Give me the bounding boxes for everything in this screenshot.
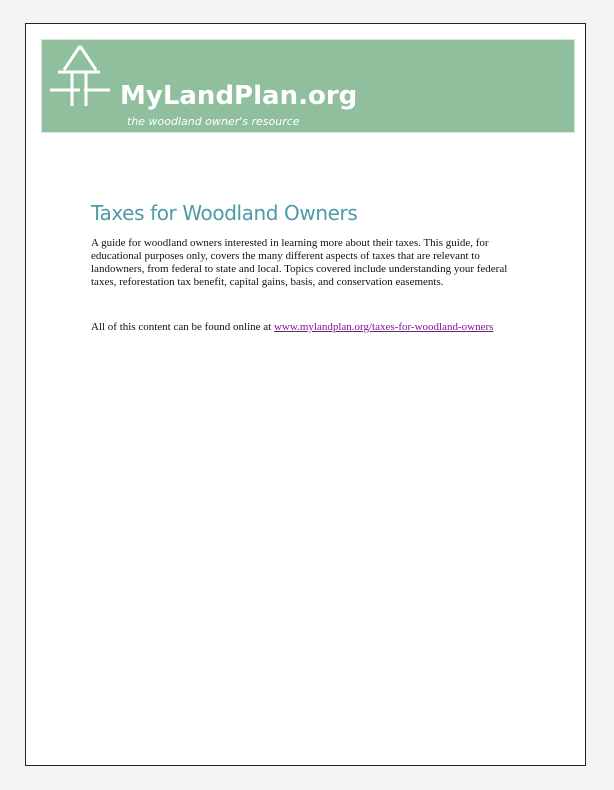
brand-tagline: the woodland owner's resource xyxy=(127,115,300,128)
online-paragraph xyxy=(91,321,528,334)
document-page xyxy=(25,23,586,766)
taxes-guide-link[interactable]: www.mylandplan.org/taxes-for-woodland-owners xyxy=(273,321,494,333)
intro-paragraph: A guide for woodland owners interested in learning more about their taxes. This guide, for educational purposes only, covers the many different aspects of taxes that are relevant to landowners, from federal to state and local. Topics covered include understanding your federal taxes, reforestation tax benefit, capital gains, basis, and conservation easements. xyxy=(91,237,508,288)
mylandplan-logo-icon xyxy=(48,42,112,108)
document-title: Taxes for Woodland Owners xyxy=(91,201,358,225)
online-prefix-text: All of this content can be found online at xyxy=(91,321,274,333)
header-banner xyxy=(41,39,575,133)
brand-name: MyLandPlan.org xyxy=(120,81,358,111)
